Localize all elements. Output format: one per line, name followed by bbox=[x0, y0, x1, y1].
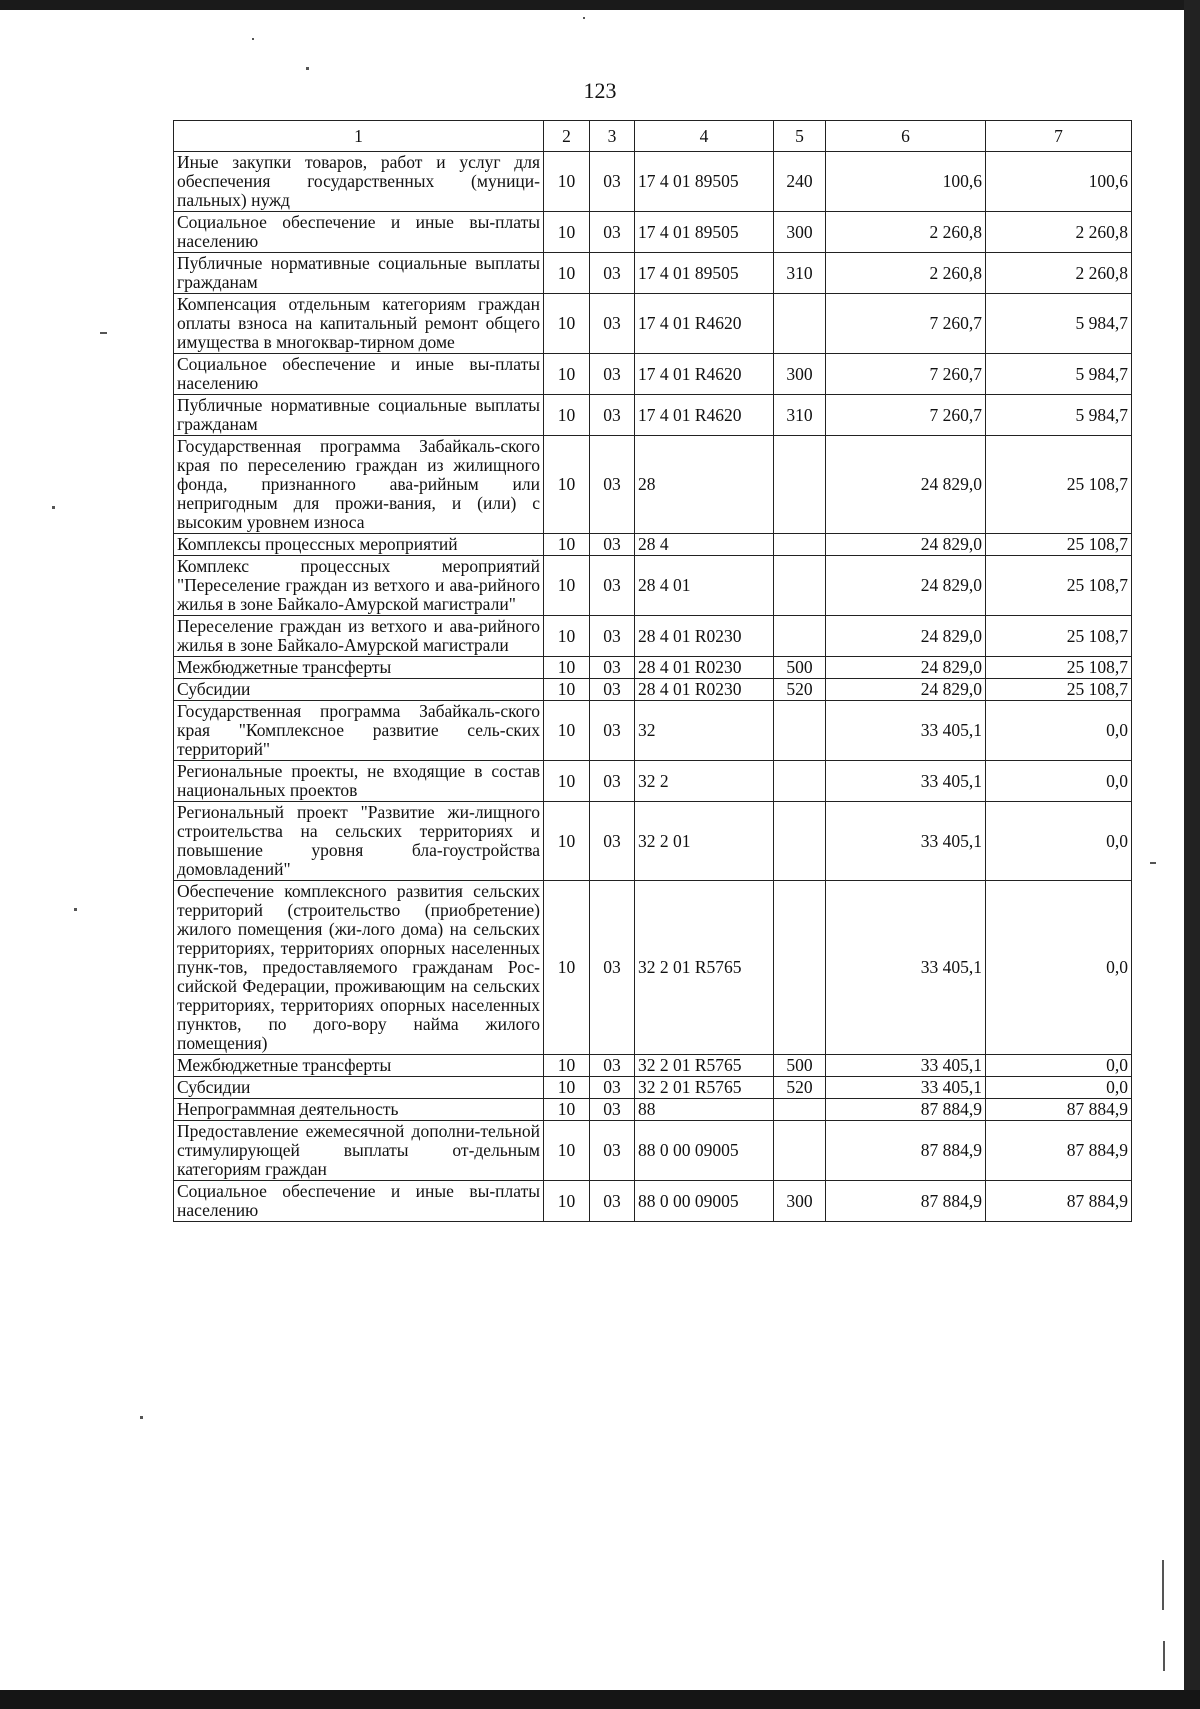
cell-amount-col6: 24 829,0 bbox=[826, 556, 986, 616]
cell-amount-col7: 5 984,7 bbox=[986, 395, 1132, 436]
cell-expense-type bbox=[774, 556, 826, 616]
cell-subsection: 03 bbox=[590, 701, 635, 761]
cell-description: Комплекс процессных мероприятий "Переселение граждан из ветхого и ава-рийного жилья в зоне Байкало-Амурской магистрали" bbox=[174, 556, 544, 616]
column-header: 2 bbox=[544, 121, 590, 152]
cell-amount-col7: 0,0 bbox=[986, 881, 1132, 1055]
cell-expense-type: 310 bbox=[774, 395, 826, 436]
cell-description: Межбюджетные трансферты bbox=[174, 657, 544, 679]
cell-expense-type: 520 bbox=[774, 679, 826, 701]
table-row bbox=[174, 657, 1132, 679]
cell-amount-col6: 33 405,1 bbox=[826, 802, 986, 881]
cell-subsection: 03 bbox=[590, 436, 635, 534]
cell-subsection: 03 bbox=[590, 657, 635, 679]
cell-description: Межбюджетные трансферты bbox=[174, 1055, 544, 1077]
cell-subsection: 03 bbox=[590, 1055, 635, 1077]
cell-section: 10 bbox=[544, 253, 590, 294]
cell-subsection: 03 bbox=[590, 212, 635, 253]
cell-amount-col7: 25 108,7 bbox=[986, 616, 1132, 657]
cell-expense-type bbox=[774, 761, 826, 802]
column-header: 4 bbox=[635, 121, 774, 152]
cell-target-article: 17 4 01 89505 bbox=[635, 152, 774, 212]
scan-speck bbox=[306, 67, 309, 70]
cell-expense-type: 300 bbox=[774, 1181, 826, 1222]
table-row bbox=[174, 761, 1132, 802]
cell-amount-col6: 7 260,7 bbox=[826, 294, 986, 354]
cell-target-article: 28 bbox=[635, 436, 774, 534]
cell-expense-type bbox=[774, 294, 826, 354]
table-row bbox=[174, 534, 1132, 556]
cell-section: 10 bbox=[544, 1099, 590, 1121]
cell-subsection: 03 bbox=[590, 881, 635, 1055]
cell-amount-col7: 0,0 bbox=[986, 701, 1132, 761]
cell-amount-col6: 87 884,9 bbox=[826, 1099, 986, 1121]
cell-subsection: 03 bbox=[590, 556, 635, 616]
table-row bbox=[174, 802, 1132, 881]
cell-subsection: 03 bbox=[590, 253, 635, 294]
cell-amount-col6: 100,6 bbox=[826, 152, 986, 212]
table-row bbox=[174, 253, 1132, 294]
cell-description: Публичные нормативные социальные выплаты гражданам bbox=[174, 395, 544, 436]
cell-expense-type bbox=[774, 701, 826, 761]
table-row bbox=[174, 212, 1132, 253]
cell-amount-col6: 7 260,7 bbox=[826, 354, 986, 395]
cell-description: Переселение граждан из ветхого и ава-рийного жилья в зоне Байкало-Амурской магистрали bbox=[174, 616, 544, 657]
table-row bbox=[174, 395, 1132, 436]
cell-section: 10 bbox=[544, 556, 590, 616]
cell-expense-type: 240 bbox=[774, 152, 826, 212]
cell-subsection: 03 bbox=[590, 294, 635, 354]
header-row bbox=[174, 121, 1132, 152]
cell-expense-type: 300 bbox=[774, 212, 826, 253]
page-number: 123 bbox=[583, 78, 617, 103]
scan-speck bbox=[140, 1416, 143, 1419]
cell-description: Социальное обеспечение и иные вы-платы населению bbox=[174, 1181, 544, 1222]
cell-expense-type: 500 bbox=[774, 1055, 826, 1077]
cell-target-article: 28 4 01 R0230 bbox=[635, 679, 774, 701]
cell-section: 10 bbox=[544, 436, 590, 534]
cell-amount-col6: 24 829,0 bbox=[826, 436, 986, 534]
cell-target-article: 88 0 00 09005 bbox=[635, 1121, 774, 1181]
table-body bbox=[174, 152, 1132, 1222]
cell-amount-col6: 33 405,1 bbox=[826, 1077, 986, 1099]
cell-target-article: 28 4 bbox=[635, 534, 774, 556]
cell-section: 10 bbox=[544, 679, 590, 701]
scan-edge-right bbox=[1184, 0, 1200, 1709]
cell-section: 10 bbox=[544, 616, 590, 657]
cell-target-article: 32 2 01 R5765 bbox=[635, 1055, 774, 1077]
cell-amount-col6: 33 405,1 bbox=[826, 1055, 986, 1077]
table-row bbox=[174, 294, 1132, 354]
cell-target-article: 28 4 01 R0230 bbox=[635, 616, 774, 657]
table-row bbox=[174, 436, 1132, 534]
cell-section: 10 bbox=[544, 881, 590, 1055]
cell-description: Субсидии bbox=[174, 679, 544, 701]
cell-section: 10 bbox=[544, 152, 590, 212]
cell-target-article: 32 2 bbox=[635, 761, 774, 802]
cell-target-article: 17 4 01 R4620 bbox=[635, 395, 774, 436]
scan-speck bbox=[252, 38, 254, 40]
cell-target-article: 28 4 01 bbox=[635, 556, 774, 616]
cell-target-article: 88 0 00 09005 bbox=[635, 1181, 774, 1222]
cell-amount-col7: 0,0 bbox=[986, 1077, 1132, 1099]
cell-expense-type: 300 bbox=[774, 354, 826, 395]
cell-subsection: 03 bbox=[590, 679, 635, 701]
cell-section: 10 bbox=[544, 1077, 590, 1099]
cell-subsection: 03 bbox=[590, 1077, 635, 1099]
table-row bbox=[174, 1121, 1132, 1181]
cell-target-article: 17 4 01 89505 bbox=[635, 212, 774, 253]
cell-section: 10 bbox=[544, 802, 590, 881]
cell-subsection: 03 bbox=[590, 534, 635, 556]
budget-table bbox=[173, 120, 1132, 1222]
scan-speck bbox=[1163, 1641, 1165, 1671]
scan-edge-top bbox=[0, 0, 1200, 10]
cell-section: 10 bbox=[544, 354, 590, 395]
table-row bbox=[174, 1055, 1132, 1077]
cell-expense-type bbox=[774, 881, 826, 1055]
cell-description: Комплексы процессных мероприятий bbox=[174, 534, 544, 556]
cell-target-article: 32 2 01 R5765 bbox=[635, 881, 774, 1055]
cell-description: Публичные нормативные социальные выплаты гражданам bbox=[174, 253, 544, 294]
cell-amount-col6: 2 260,8 bbox=[826, 212, 986, 253]
cell-amount-col6: 24 829,0 bbox=[826, 616, 986, 657]
cell-amount-col6: 2 260,8 bbox=[826, 253, 986, 294]
cell-description: Предоставление ежемесячной дополни-тельной стимулирующей выплаты от-дельным категориям граждан bbox=[174, 1121, 544, 1181]
cell-amount-col6: 24 829,0 bbox=[826, 679, 986, 701]
cell-amount-col7: 2 260,8 bbox=[986, 253, 1132, 294]
scan-speck bbox=[52, 506, 55, 509]
cell-amount-col6: 87 884,9 bbox=[826, 1121, 986, 1181]
table-row bbox=[174, 1181, 1132, 1222]
cell-subsection: 03 bbox=[590, 1121, 635, 1181]
column-header: 6 bbox=[826, 121, 986, 152]
table-row bbox=[174, 616, 1132, 657]
cell-section: 10 bbox=[544, 761, 590, 802]
column-header: 7 bbox=[986, 121, 1132, 152]
cell-expense-type bbox=[774, 1099, 826, 1121]
cell-subsection: 03 bbox=[590, 354, 635, 395]
cell-expense-type bbox=[774, 1121, 826, 1181]
table-row bbox=[174, 881, 1132, 1055]
cell-section: 10 bbox=[544, 395, 590, 436]
table-row bbox=[174, 556, 1132, 616]
cell-description: Непрограммная деятельность bbox=[174, 1099, 544, 1121]
scan-speck bbox=[74, 908, 77, 911]
scan-speck bbox=[1162, 1560, 1164, 1610]
cell-subsection: 03 bbox=[590, 802, 635, 881]
cell-section: 10 bbox=[544, 1181, 590, 1222]
cell-amount-col7: 25 108,7 bbox=[986, 657, 1132, 679]
cell-target-article: 28 4 01 R0230 bbox=[635, 657, 774, 679]
table-row bbox=[174, 1077, 1132, 1099]
cell-amount-col7: 25 108,7 bbox=[986, 556, 1132, 616]
scan-edge-bottom bbox=[0, 1690, 1200, 1709]
column-header: 5 bbox=[774, 121, 826, 152]
cell-section: 10 bbox=[544, 534, 590, 556]
cell-amount-col7: 25 108,7 bbox=[986, 436, 1132, 534]
cell-description: Государственная программа Забайкаль-ского края "Комплексное развитие сель-ских территорий" bbox=[174, 701, 544, 761]
cell-amount-col7: 5 984,7 bbox=[986, 354, 1132, 395]
cell-amount-col7: 0,0 bbox=[986, 761, 1132, 802]
cell-expense-type: 500 bbox=[774, 657, 826, 679]
cell-amount-col6: 87 884,9 bbox=[826, 1181, 986, 1222]
table-row bbox=[174, 1099, 1132, 1121]
cell-subsection: 03 bbox=[590, 1181, 635, 1222]
cell-target-article: 32 bbox=[635, 701, 774, 761]
cell-amount-col6: 24 829,0 bbox=[826, 657, 986, 679]
cell-description: Компенсация отдельным категориям граждан оплаты взноса на капитальный ремонт общего имущества в многоквар-тирном доме bbox=[174, 294, 544, 354]
cell-amount-col6: 7 260,7 bbox=[826, 395, 986, 436]
column-header: 3 bbox=[590, 121, 635, 152]
table-row bbox=[174, 701, 1132, 761]
cell-target-article: 17 4 01 R4620 bbox=[635, 294, 774, 354]
cell-description: Социальное обеспечение и иные вы-платы населению bbox=[174, 212, 544, 253]
cell-target-article: 32 2 01 R5765 bbox=[635, 1077, 774, 1099]
cell-target-article: 17 4 01 89505 bbox=[635, 253, 774, 294]
cell-section: 10 bbox=[544, 1121, 590, 1181]
cell-amount-col7: 0,0 bbox=[986, 1055, 1132, 1077]
cell-description: Социальное обеспечение и иные вы-платы населению bbox=[174, 354, 544, 395]
cell-target-article: 17 4 01 R4620 bbox=[635, 354, 774, 395]
cell-target-article: 32 2 01 bbox=[635, 802, 774, 881]
cell-subsection: 03 bbox=[590, 152, 635, 212]
cell-subsection: 03 bbox=[590, 1099, 635, 1121]
cell-expense-type: 520 bbox=[774, 1077, 826, 1099]
cell-section: 10 bbox=[544, 1055, 590, 1077]
cell-amount-col7: 25 108,7 bbox=[986, 534, 1132, 556]
cell-amount-col6: 24 829,0 bbox=[826, 534, 986, 556]
cell-description: Государственная программа Забайкаль-ского края по переселению граждан из жилищного фонда, признанного ава-рийным или непригодным для прожи-вания, и (или) с высоким уровнем износа bbox=[174, 436, 544, 534]
cell-amount-col6: 33 405,1 bbox=[826, 761, 986, 802]
cell-amount-col7: 5 984,7 bbox=[986, 294, 1132, 354]
cell-section: 10 bbox=[544, 212, 590, 253]
cell-description: Региональный проект "Развитие жи-лищного строительства на сельских территориях и повышение уровня бла-гоустройства домовладений" bbox=[174, 802, 544, 881]
cell-subsection: 03 bbox=[590, 616, 635, 657]
cell-amount-col6: 33 405,1 bbox=[826, 881, 986, 1055]
cell-expense-type: 310 bbox=[774, 253, 826, 294]
cell-amount-col7: 87 884,9 bbox=[986, 1181, 1132, 1222]
cell-section: 10 bbox=[544, 701, 590, 761]
cell-section: 10 bbox=[544, 657, 590, 679]
cell-subsection: 03 bbox=[590, 395, 635, 436]
cell-amount-col7: 2 260,8 bbox=[986, 212, 1132, 253]
column-header: 1 bbox=[174, 121, 544, 152]
cell-amount-col7: 0,0 bbox=[986, 802, 1132, 881]
table-row bbox=[174, 354, 1132, 395]
cell-description: Региональные проекты, не входящие в состав национальных проектов bbox=[174, 761, 544, 802]
cell-description: Иные закупки товаров, работ и услуг для обеспечения государственных (муници-пальных) нужд bbox=[174, 152, 544, 212]
cell-expense-type bbox=[774, 616, 826, 657]
cell-description: Обеспечение комплексного развития сельских территорий (строительство (приобретение) жилого помещения (жи-лого дома) на сельских территориях, территориях опорных населенных пунк-тов, предоставляемого гражданам Рос-сийской Федерации, проживающим на сельских территориях, территориях опорных населенных пунктов, по дого-вору найма жилого помещения) bbox=[174, 881, 544, 1055]
scan-speck bbox=[1150, 862, 1156, 864]
cell-subsection: 03 bbox=[590, 761, 635, 802]
cell-expense-type bbox=[774, 534, 826, 556]
cell-amount-col6: 33 405,1 bbox=[826, 701, 986, 761]
cell-target-article: 88 bbox=[635, 1099, 774, 1121]
scan-speck bbox=[583, 17, 585, 19]
cell-amount-col7: 87 884,9 bbox=[986, 1099, 1132, 1121]
cell-expense-type bbox=[774, 436, 826, 534]
table-row bbox=[174, 679, 1132, 701]
scan-speck bbox=[100, 332, 107, 334]
table-row bbox=[174, 152, 1132, 212]
cell-description: Субсидии bbox=[174, 1077, 544, 1099]
cell-expense-type bbox=[774, 802, 826, 881]
cell-amount-col7: 25 108,7 bbox=[986, 679, 1132, 701]
cell-section: 10 bbox=[544, 294, 590, 354]
cell-amount-col7: 100,6 bbox=[986, 152, 1132, 212]
cell-amount-col7: 87 884,9 bbox=[986, 1121, 1132, 1181]
